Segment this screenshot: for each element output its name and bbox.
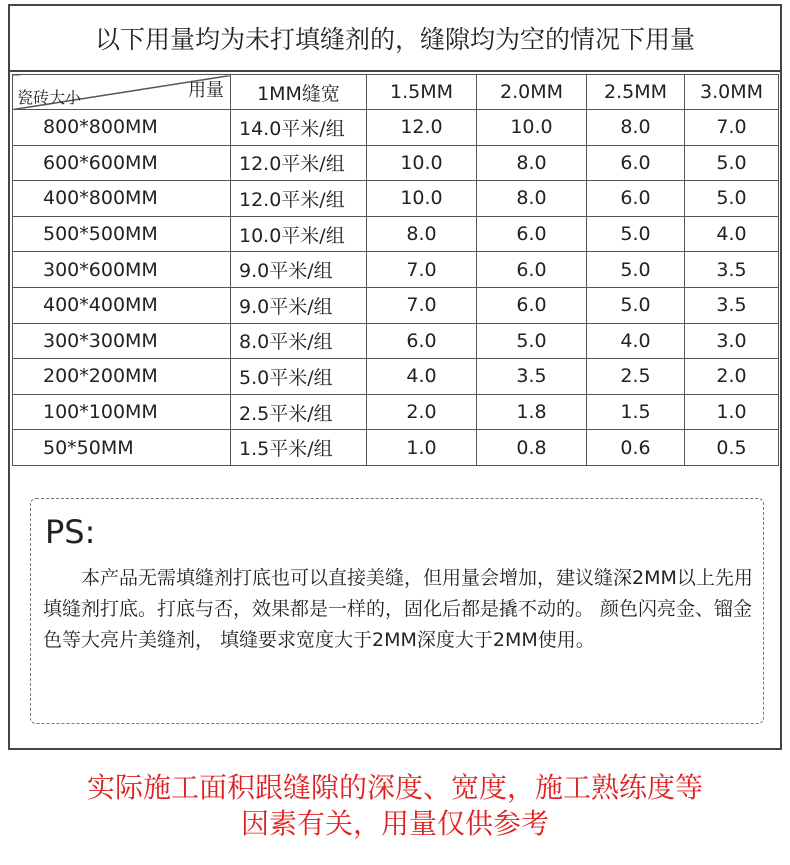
tile-size-cell: 300*600MM [13,252,231,288]
usage-value-cell: 8.0 [587,110,685,146]
tile-size-cell: 600*600MM [13,145,231,181]
usage-value-cell: 3.5 [685,287,779,323]
usage-value-cell: 6.0 [587,145,685,181]
usage-value-cell: 5.0 [477,323,587,359]
table-row [13,430,779,466]
usage-value-cell: 10.0 [477,110,587,146]
table-row [13,181,779,217]
table-row [13,287,779,323]
usage-value-cell: 10.0 [367,181,477,217]
usage-value-cell: 8.0 [367,216,477,252]
usage-value-cell: 12.0平米/组 [231,145,367,181]
usage-value-cell: 5.0 [685,145,779,181]
table-row [13,323,779,359]
disclaimer-note [0,770,790,842]
page-title: 以下用量均为未打填缝剂的，缝隙均为空的情况下用量 [10,6,780,72]
usage-value-cell: 7.0 [685,110,779,146]
tile-size-cell: 100*100MM [13,394,231,430]
column-header: 1MM缝宽 [231,75,367,110]
usage-value-cell: 1.5 [587,394,685,430]
disclaimer-line-1: 实际施工面积跟缝隙的深度、宽度，施工熟练度等 [86,771,703,804]
tile-size-cell: 800*800MM [13,110,231,146]
usage-value-cell: 1.0 [367,430,477,466]
usage-value-cell: 0.8 [477,430,587,466]
column-header: 1.5MM [367,75,477,110]
tile-size-cell: 200*200MM [13,359,231,395]
usage-value-cell: 0.5 [685,430,779,466]
table-row [13,394,779,430]
usage-value-cell: 2.0 [685,359,779,395]
usage-table [12,74,779,466]
usage-value-cell: 8.0平米/组 [231,323,367,359]
tile-size-cell: 400*800MM [13,181,231,217]
table-header-row [13,75,779,110]
usage-value-cell: 4.0 [685,216,779,252]
usage-chart-frame [8,4,782,750]
column-header: 2.5MM [587,75,685,110]
tile-size-cell: 400*400MM [13,287,231,323]
table-row [13,359,779,395]
column-header: 2.0MM [477,75,587,110]
corner-label-usage: 用量 [188,80,224,101]
usage-value-cell: 3.5 [685,252,779,288]
usage-value-cell: 5.0 [685,181,779,217]
usage-value-cell: 5.0平米/组 [231,359,367,395]
tile-size-cell: 300*300MM [13,323,231,359]
usage-value-cell: 10.0 [367,145,477,181]
usage-value-cell: 7.0 [367,252,477,288]
usage-value-cell: 7.0 [367,287,477,323]
usage-value-cell: 8.0 [477,145,587,181]
usage-value-cell: 1.5平米/组 [231,430,367,466]
usage-value-cell: 1.0 [685,394,779,430]
usage-value-cell: 6.0 [367,323,477,359]
usage-value-cell: 14.0平米/组 [231,110,367,146]
table-row [13,145,779,181]
usage-value-cell: 3.0 [685,323,779,359]
usage-value-cell: 6.0 [477,216,587,252]
table-row [13,252,779,288]
usage-value-cell: 4.0 [587,323,685,359]
column-header: 3.0MM [685,75,779,110]
usage-value-cell: 10.0平米/组 [231,216,367,252]
corner-label-tile-size: 瓷砖大小 [17,88,82,107]
usage-value-cell: 2.0 [367,394,477,430]
disclaimer-line-2: 因素有关，用量仅供参考 [240,807,549,840]
ps-note-box [30,498,764,724]
usage-value-cell: 5.0 [587,216,685,252]
usage-value-cell: 8.0 [477,181,587,217]
table-row [13,216,779,252]
usage-value-cell: 0.6 [587,430,685,466]
usage-value-cell: 12.0平米/组 [231,181,367,217]
usage-value-cell: 9.0平米/组 [231,252,367,288]
ps-text: 本产品无需填缝剂打底也可以直接美缝，但用量会增加，建议缝深2MM以上先用填缝剂打底。打底与否，效果都是一样的，固化后都是撬不动的。 颜色闪亮金、镏金色等大亮片美缝剂， 填缝要求宽度大于2MM深度大于2MM使用。 [43,567,753,651]
table-row [13,110,779,146]
usage-value-cell: 9.0平米/组 [231,287,367,323]
usage-value-cell: 3.5 [477,359,587,395]
usage-value-cell: 1.8 [477,394,587,430]
usage-value-cell: 6.0 [477,252,587,288]
usage-value-cell: 12.0 [367,110,477,146]
usage-value-cell: 5.0 [587,252,685,288]
tile-size-cell: 50*50MM [13,430,231,466]
corner-header-cell [13,75,231,110]
tile-size-cell: 500*500MM [13,216,231,252]
usage-value-cell: 5.0 [587,287,685,323]
usage-value-cell: 6.0 [587,181,685,217]
usage-value-cell: 4.0 [367,359,477,395]
usage-value-cell: 2.5 [587,359,685,395]
ps-label: PS: [45,513,96,551]
usage-value-cell: 2.5平米/组 [231,394,367,430]
usage-value-cell: 6.0 [477,287,587,323]
